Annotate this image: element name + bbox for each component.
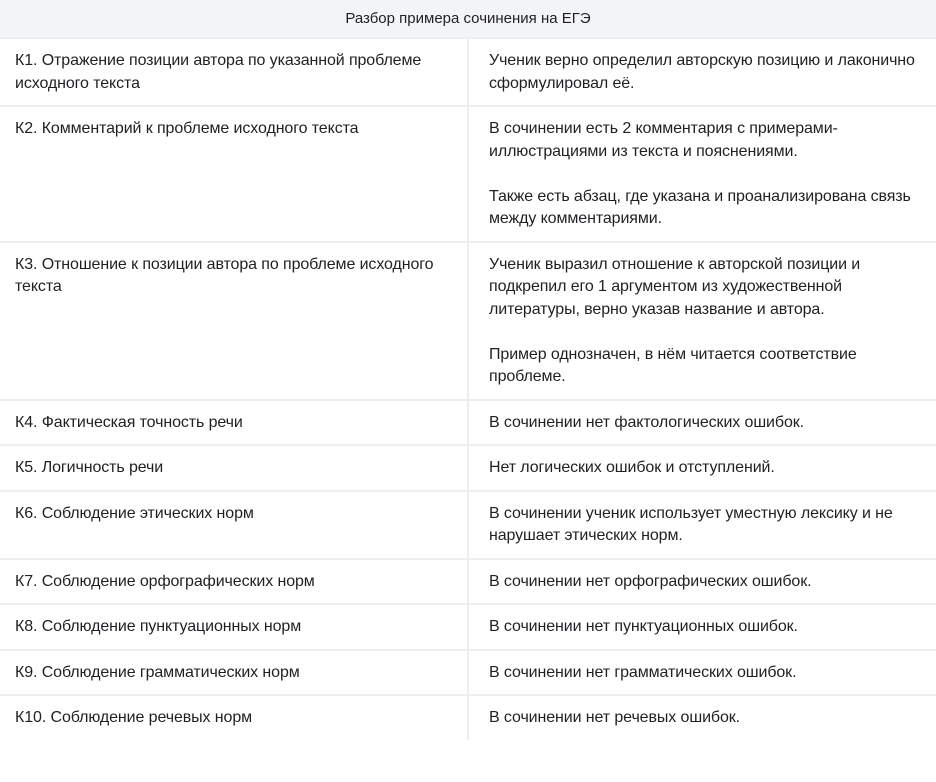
comment-text: В сочинении нет грамматических ошибок.: [489, 663, 797, 681]
comment-cell: [468, 242, 936, 400]
comment-text: В сочинении нет речевых ошибок.: [489, 709, 741, 726]
comment-cell: [468, 38, 936, 106]
table-header-row: [0, 0, 936, 38]
comment-cell: [468, 400, 936, 446]
comment-text: В сочинении ученик использует уместную лексику и не нарушает этических норм.: [489, 504, 893, 544]
comment-text: Пример однозначен, в нём читается соответствие проблеме.: [489, 345, 857, 385]
criterion-cell: К2. Комментарий к проблеме исходного текста: [0, 106, 468, 242]
criterion-cell: К1. Отражение позиции автора по указанной проблеме исходного текста: [0, 38, 468, 106]
comment-text: Ученик верно определил авторскую позицию и лаконично сформулировал её.: [489, 52, 915, 92]
table-row-k7: [0, 559, 936, 605]
comment-cell: [468, 106, 936, 242]
table-row-k3: [0, 242, 936, 400]
criterion-cell: К7. Соблюдение орфографических норм: [0, 559, 468, 605]
comment-cell: [468, 559, 936, 605]
comment-cell: [468, 604, 936, 650]
comment-text: Нет логических ошибок и отступлений.: [489, 459, 775, 476]
criterion-cell: К9. Соблюдение грамматических норм: [0, 650, 468, 696]
criterion-cell: К4. Фактическая точность речи: [0, 400, 468, 446]
table-row-k9: [0, 650, 936, 696]
comment-cell: [468, 445, 936, 491]
table-row-k5: [0, 445, 936, 491]
comment-cell: [468, 695, 936, 740]
table-row-k2: [0, 106, 936, 242]
comment-cell: [468, 491, 936, 559]
table-row-k10: [0, 695, 936, 740]
table-row-k1: [0, 38, 936, 106]
table-row-k6: [0, 491, 936, 559]
criterion-cell: К3. Отношение к позиции автора по проблеме исходного текста: [0, 242, 468, 400]
criterion-cell: К8. Соблюдение пунктуационных норм: [0, 604, 468, 650]
comment-text: В сочинении есть 2 комментария с примерами-иллюстрациями из текста и пояснениями.: [489, 120, 838, 160]
criterion-cell: К10. Соблюдение речевых норм: [0, 695, 468, 740]
comment-text: В сочинении нет фактологических ошибок.: [489, 413, 805, 431]
comment-text: В сочинении нет орфографических ошибок.: [489, 572, 812, 590]
comment-text: Ученик выразил отношение к авторской позиции и подкрепил его 1 аргументом из художественной литературы, верно указав название и автора.: [489, 255, 861, 318]
criterion-cell: К6. Соблюдение этических норм: [0, 491, 468, 559]
table-title: Разбор примера сочинения на ЕГЭ: [0, 0, 936, 38]
table-row-k4: [0, 400, 936, 446]
criterion-cell: К5. Логичность речи: [0, 445, 468, 491]
table-row-k8: [0, 604, 936, 650]
comment-text: Также есть абзац, где указана и проанализирована связь между комментариями.: [489, 187, 911, 227]
comment-cell: [468, 650, 936, 696]
comment-text: В сочинении нет пунктуационных ошибок.: [489, 618, 798, 635]
